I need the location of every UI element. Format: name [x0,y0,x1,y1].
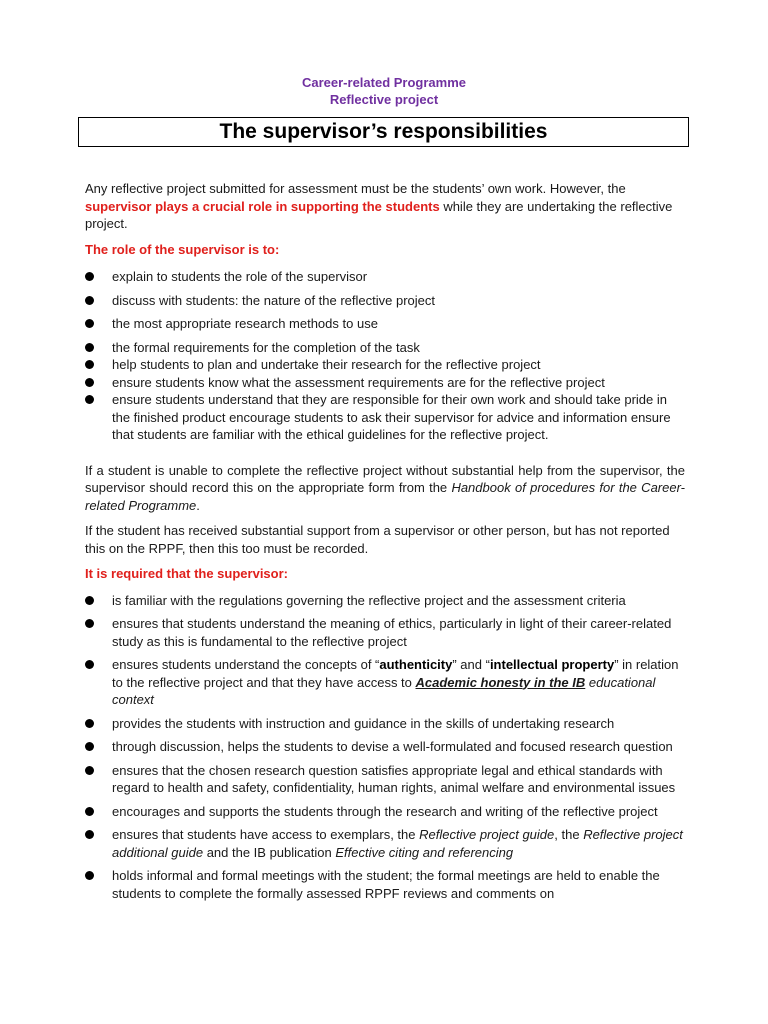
list-item: ensures that students understand the meaning of ethics, particularly in light of their career-related study as this is fundamental to the reflective project [85,615,685,650]
list-item: explain to students the role of the supervisor [85,268,685,286]
list-item: encourages and supports the students through the research and writing of the reflective project [85,803,685,821]
bullet-icon [85,871,94,880]
bullet-icon [85,660,94,669]
list-item: the formal requirements for the completion of the task [85,339,685,357]
intro-paragraph: Any reflective project submitted for assessment must be the students’ own work. However, the supervisor plays a crucial role in supporting the students while they are undertaking the reflective project. [85,181,673,231]
document-header [0,74,768,108]
list-item: through discussion, helps the students to devise a well-formulated and focused research question [85,738,685,756]
bullet-icon [85,807,94,816]
bullet-icon [85,319,94,328]
list-item: help students to plan and undertake their research for the reflective project [85,356,685,374]
role-heading: The role of the supervisor is to: [85,241,280,257]
bullet-icon [85,395,94,404]
bullet-icon [85,766,94,775]
list-item: ensures that students have access to exemplars, the Reflective project guide, the Reflective project additional guide and the IB publication Effective citing and referencing [85,826,685,861]
list-item: the most appropriate research methods to use [85,315,685,333]
substantial-support-paragraph: If the student has received substantial support from a supervisor or other person, but has not reported this on the RPPF, then this too must be recorded. [85,523,670,556]
intro-highlight: supervisor plays a crucial role in supporting the students [85,198,440,214]
substantial-help-paragraph: If a student is unable to complete the reflective project without substantial help from the supervisor, the supervisor should record this on the appropriate form from the Handbook of procedures for the Career-related Programme. [85,462,686,513]
page-title: The supervisor’s responsibilities [78,117,689,147]
bullet-icon [85,360,94,369]
bullet-icon [85,343,94,352]
bullet-icon [85,272,94,281]
list-item: holds informal and formal meetings with the student; the formal meetings are held to enable the students to complete the formally assessed RPPF reviews and comments on [85,867,685,902]
academic-honesty-link[interactable]: Academic honesty in the IB [415,674,586,690]
list-item: ensure students know what the assessment requirements are for the reflective project [85,374,685,392]
list-item: ensures that the chosen research question satisfies appropriate legal and ethical standards with regard to health and safety, confidentiality, human rights, animal welfare and environmental issues [85,762,685,797]
list-item: provides the students with instruction and guidance in the skills of undertaking research [85,715,685,733]
bullet-icon [85,378,94,387]
document-subtitle: Reflective project [329,92,439,107]
required-list [85,592,685,903]
programme-name: Career-related Programme [301,75,467,90]
list-item: ensures students understand the concepts of “authenticity” and “intellectual property” in relation to the reflective project and that they have access to Academic honesty in the IB educational context [85,656,685,709]
bullet-icon [85,619,94,628]
list-item: is familiar with the regulations governing the reflective project and the assessment criteria [85,592,685,610]
bullet-icon [85,742,94,751]
bullet-icon [85,296,94,305]
required-heading: It is required that the supervisor: [85,566,288,581]
role-list [85,268,685,444]
list-item: discuss with students: the nature of the reflective project [85,292,685,310]
bullet-icon [85,830,94,839]
document-body [85,180,685,902]
bullet-icon [85,719,94,728]
bullet-icon [85,596,94,605]
list-item: ensure students understand that they are responsible for their own work and should take pride in the finished product encourage students to ask their supervisor for advice and information ensure that students are familiar with the ethical guidelines for the reflective project. [85,391,685,444]
